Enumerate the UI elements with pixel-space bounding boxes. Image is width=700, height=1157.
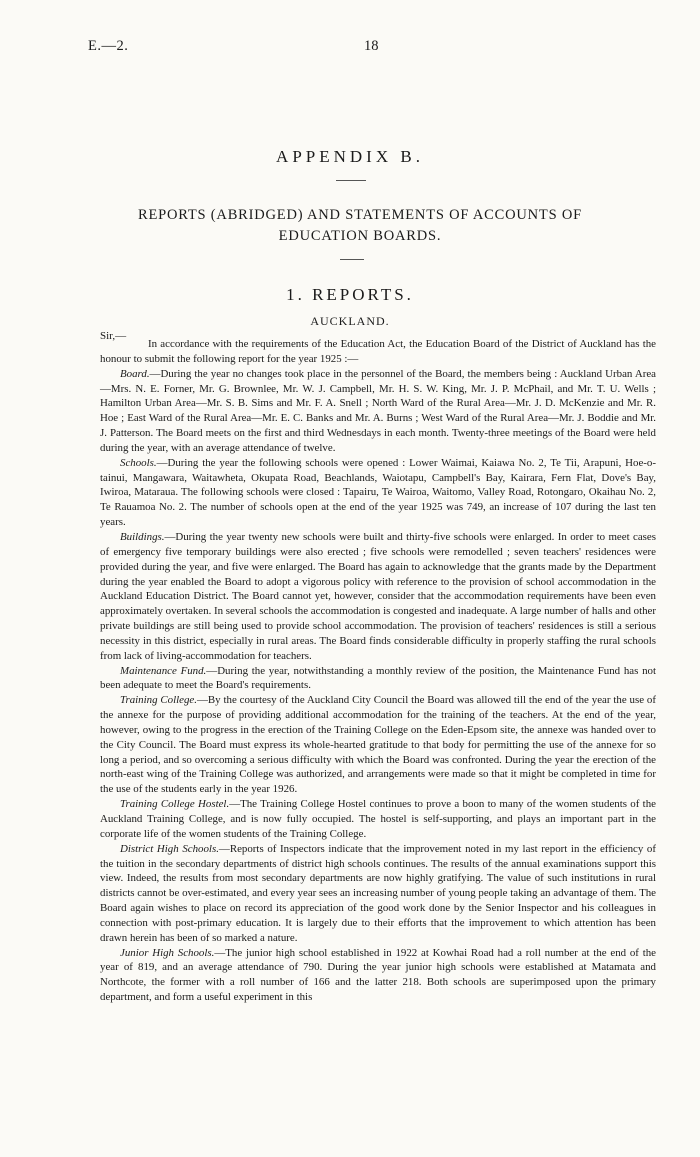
paragraph-schools <box>100 456 656 530</box>
paragraph-training-college-hostel <box>100 797 656 842</box>
section-title: 1. REPORTS. <box>286 285 414 304</box>
paragraph-heading: Maintenance Fund. <box>120 664 207 677</box>
paragraph-text: —Reports of Inspectors indicate that the improvement noted in my last report in the efficiency of the tuition in the secondary departments of district high schools continues. The results of the annual examinations support this view. Indeed, the results from most secondary departments are now highly gratifying. The value of such institutions in rural districts cannot be over-estimated, and every year sees an increasing number of young people taking an advantage of them. The Board again wishes to place on record its appreciation of the good work done by the Senior Inspector and his colleagues in connection with post-primary education. It is largely due to their efforts that the improvement to which attention has been drawn herein has been of so marked a nature. <box>100 842 656 944</box>
divider-rule <box>340 259 364 260</box>
paragraph-text: —During the year no changes took place in the personnel of the Board, the members being : Auckland Urban Area—Mrs. N. E. Forner, Mr. G. Brownlee, Mr. W. J. Campbell, Mr. H. S. W. King, Mr. J. P. McPhail, and Mr. T. U. Wells ; Hamilton Urban Area—Mr. S. B. Sims and Mr. F. A. Snell ; North Ward of the Rural Area—Mr. J. D. McKenzie and Mr. R. Hoe ; East Ward of the Rural Area—Mr. E. C. Banks and Mr. A. Burns ; West Ward of the Rural Area—Mr. J. Boddie and Mr. J. Patterson. The Board meets on the first and third Wednesdays in each month. Twenty-three meetings of the Board were held during the year, with an average attendance of twelve. <box>100 367 656 454</box>
paragraph-heading: Training College Hostel. <box>120 798 230 811</box>
paragraph-text: —The junior high school established in 1922 at Kowhai Road had a roll number at the end of the year of 819, and an average attendance of 790. During the year junior high schools were established at Matamata and Northcote, the former with a roll number of 166 and the latter 218. Both schools are superimposed upon the primary department, and form a useful experiment in this <box>100 946 657 1004</box>
divider-rule <box>336 180 366 181</box>
paragraph-heading: Junior High Schools. <box>120 946 215 959</box>
report-body <box>100 337 656 1005</box>
intro-paragraph: In accordance with the requirements of the Education Act, the Education Board of the District of Auckland has the honour to submit the following report for the year 1925 :— <box>100 338 656 365</box>
page-number: 18 <box>364 38 379 54</box>
paragraph-district-high-schools <box>100 842 656 946</box>
paragraph-board <box>100 367 656 456</box>
paragraph-training-college <box>100 693 656 797</box>
paragraph-heading: Schools. <box>120 456 157 469</box>
paragraph-text: —During the year the following schools were opened : Lower Waimai, Kaiawa No. 2, Te Tii, Arapuni, Hoe-o-tainui, Mangawara, Waitawheta, Okupata Road, Beachlands, Waiotapu, Campbell's Bay, Kairara, Fern Flat, Dove's Bay, Iwiroa, Mataraua. The following schools were closed : Tapairu, Te Wairoa, Waitomo, Valley Road, Rotongaro, Okaihau No. 2, Te Rauamoa No. 2. The number of schools open at the end of the year 1925 was 749, an increase of 107 during the last ten years. <box>100 456 656 529</box>
subsection-title: AUCKLAND. <box>310 314 390 328</box>
paragraph-text: —During the year, notwithstanding a monthly review of the position, the Maintenance Fund has not been adequate to meet the Board's requirements. <box>100 664 656 692</box>
paragraph-text: —The Training College Hostel continues to prove a boon to many of the women students of the Auckland Training College, and is now fully occupied. The hostel is self-supporting, and plays an important part in the corporate life of the women students of the Training College. <box>100 798 656 840</box>
paragraph-heading: District High Schools. <box>120 842 219 855</box>
paragraph-heading: Board. <box>120 367 150 380</box>
salutation: Sir,— <box>100 330 127 342</box>
paragraph-heading: Training College. <box>120 694 197 707</box>
paragraph-heading: Buildings. <box>120 530 165 543</box>
main-title: REPORTS (ABRIDGED) AND STATEMENTS OF ACCOUNTS OF EDUCATION BOARDS. <box>137 207 583 244</box>
paragraph-text: —By the courtesy of the Auckland City Council the Board was allowed till the end of the year the use of the annexe for the purpose of providing additional accommodation for the training of the teachers. At the end of the year, however, owing to the progress in the erection of the Training College on the Eden-Epsom site, the annexe was handed over to the City Council. The Board must express its whole-hearted gratitude to that body for permitting the use of the annexe for so long a period, and so overcoming a serious difficulty with which the Board was confronted. During the year the erection of the north-east wing of the Training College was authorized, and arrangements were made so that it might be completed in time for the use of the students early in the year 1926. <box>100 694 656 796</box>
paragraph-text: —During the year twenty new schools were built and thirty-five schools were enlarged. In order to meet cases of emergency five temporary buildings were also erected ; five schools were remodelled ; seven teachers' residences were provided during the year, and five were enlarged. The Board has again to acknowledge that the grants made by the Department during the year enabled the Board to adopt a vigorous policy with reference to the provision of school accommodation in the Auckland Education District. The Board cannot yet, however, consider that the accommodation requirements have been even approximately overtaken. In several schools the accommodation is congested and inadequate. A large number of halls and other private buildings are still being used to provide school accommodation. The provision of teachers' residences is still a serious necessity in this district, especially in rural areas. The Board finds considerable difficulty in properly staffing the rural schools from lack of living-accommodation for teachers. <box>100 530 656 662</box>
paragraph-maintenance-fund <box>100 664 656 694</box>
document-reference: E.—2. <box>88 38 129 54</box>
paragraph-buildings <box>100 530 656 664</box>
paragraph-junior-high-schools <box>100 946 656 1005</box>
appendix-title: APPENDIX B. <box>276 147 424 166</box>
